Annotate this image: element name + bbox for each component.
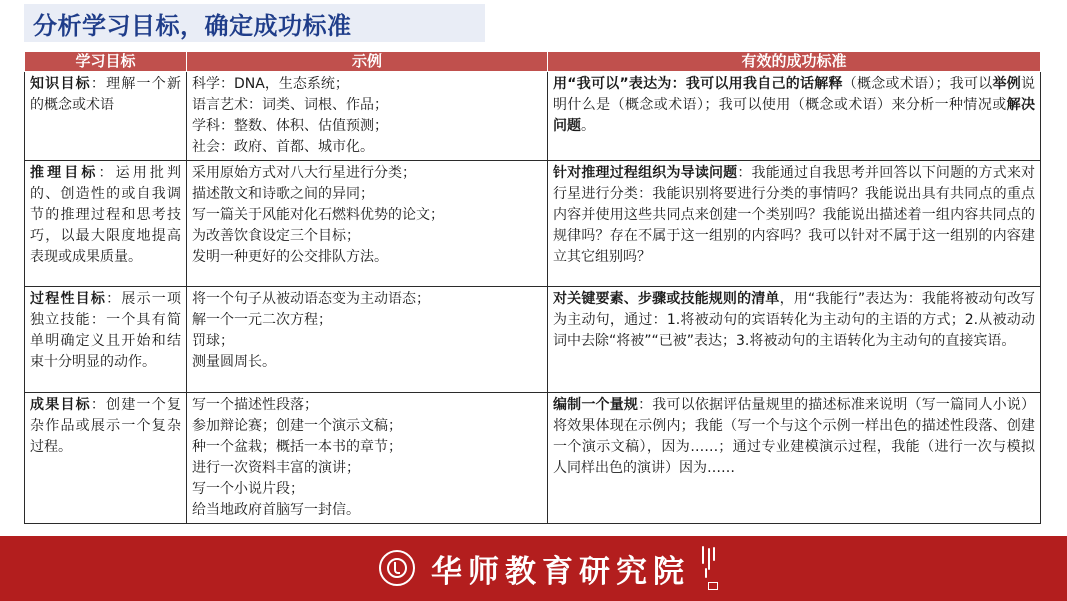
criteria-table xyxy=(24,51,1041,524)
criteria-text: ：我能通过自我思考并回答以下问题的方式来对行星进行分类：我能识别将要进行分类的事情吗？我能说出具有共同点的重点内容并使用这些共同点来创建一个类别吗？我能说出描述着一组内容共同点的规律吗？存在不属于这一组别的内容吗？我可以针对不属于这一组别的内容建立其它组别吗？ xyxy=(553,165,1036,265)
example-item: 社会：政府、首都、城市化。 xyxy=(192,139,374,155)
goal-description: ：理解一个新的概念或术语 xyxy=(30,76,182,113)
header-learning-goal: 学习目标 xyxy=(25,52,187,72)
example-item: 解一个一元二次方程； xyxy=(192,312,332,328)
table-row xyxy=(25,72,1041,161)
examples-cell xyxy=(187,287,548,393)
goal-description: ：展示一项独立技能：一个具有简单明确定义且开始和结束十分明显的动作。 xyxy=(30,291,182,370)
examples-cell xyxy=(187,161,548,287)
example-item: 给当地政府首脑写一封信。 xyxy=(192,502,360,518)
example-item: 为改善饮食设定三个目标； xyxy=(192,228,360,244)
example-item: 科学：DNA，生态系统； xyxy=(192,76,349,92)
goal-cell xyxy=(25,393,187,524)
criteria-cell xyxy=(548,393,1041,524)
table-row xyxy=(25,287,1041,393)
goal-description: ：创建一个复杂作品或展示一个复杂过程。 xyxy=(30,397,182,455)
example-item: 进行一次资料丰富的演讲； xyxy=(192,460,360,476)
table-row xyxy=(25,393,1041,524)
example-item: 描述散文和诗歌之间的异同； xyxy=(192,186,374,202)
table-header-row xyxy=(25,52,1041,72)
example-item: 将一个句子从被动语态变为主动语态； xyxy=(192,291,430,307)
goal-label: 推理目标 xyxy=(30,165,99,181)
criteria-emphasis: 对关键要素、步骤或技能规则的清单 xyxy=(553,291,780,307)
criteria-text: 。 xyxy=(581,118,595,134)
criteria-cell xyxy=(548,161,1041,287)
criteria-emphasis: 用“我可以”表达为：我可以用我自己的话解释 xyxy=(553,76,843,92)
example-item: 学科：整数、体积、估值预测； xyxy=(192,118,388,134)
criteria-emphasis: 编制一个量规 xyxy=(553,397,639,413)
seal-logo-icon xyxy=(379,550,415,586)
goal-cell xyxy=(25,287,187,393)
example-item: 写一个小说片段； xyxy=(192,481,304,497)
example-item: 采用原始方式对八大行星进行分类； xyxy=(192,165,416,181)
goal-label: 知识目标 xyxy=(30,76,91,92)
example-item: 写一个描述性段落； xyxy=(192,397,318,413)
footer-brand: 华师教育研究院 xyxy=(431,553,690,590)
criteria-emphasis: 举例 xyxy=(992,76,1022,92)
criteria-text: ：我可以依据评估量规里的描述标准来说明（写一篇同人小说）将效果体现在示例内；我能（写一个与这个示例一样出色的描述性段落、创建一个演示文稿），因为……；通过专业建模演示过程，我能（进行一次与模拟人同样出色的演讲）因为…… xyxy=(553,397,1036,476)
goal-cell xyxy=(25,161,187,287)
criteria-text: 说明什么是（概念或术语）；我可以使用（概念或术语）来分析一种情况或 xyxy=(553,76,1036,113)
table-row xyxy=(25,161,1041,287)
examples-cell xyxy=(187,72,548,161)
example-item: 罚球； xyxy=(192,333,234,349)
header-examples: 示例 xyxy=(187,52,548,72)
criteria-cell xyxy=(548,72,1041,161)
example-item: 测量圆周长。 xyxy=(192,354,276,370)
examples-cell xyxy=(187,393,548,524)
goal-label: 过程性目标 xyxy=(30,291,107,307)
example-item: 写一篇关于风能对化石燃料优势的论文； xyxy=(192,207,444,223)
goal-cell xyxy=(25,72,187,161)
criteria-text: ，用“我能行”表达为：我能将被动句改写为主动句，通过：1.将被动句的宾语转化为主动句的主语的方式；2.从被动动词中去除“将被”“已被”表达；3.将被动句的主语转化为主动句的直接宾语。 xyxy=(553,291,1036,349)
footer-banner xyxy=(0,536,1067,601)
signature-stamp-icon xyxy=(700,546,718,590)
example-item: 参加辩论赛；创建一个演示文稿； xyxy=(192,418,402,434)
example-item: 种一个盆栽；概括一本书的章节； xyxy=(192,439,402,455)
criteria-text: （概念或术语）；我可以 xyxy=(842,76,993,92)
page-title: 分析学习目标，确定成功标准 xyxy=(33,12,352,40)
goal-description: ：运用批判的、创造性的或自我调节的推理过程和思考技巧，以最大限度地提高表现或成果质量。 xyxy=(30,165,181,265)
goal-label: 成果目标 xyxy=(30,397,91,413)
header-success-criteria: 有效的成功标准 xyxy=(548,52,1041,72)
example-item: 语言艺术：词类、词根、作品； xyxy=(192,97,388,113)
criteria-emphasis: 解决问题 xyxy=(553,97,1036,134)
criteria-emphasis: 针对推理过程组织为导读问题 xyxy=(553,165,738,181)
example-item: 发明一种更好的公交排队方法。 xyxy=(192,249,388,265)
criteria-cell xyxy=(548,287,1041,393)
